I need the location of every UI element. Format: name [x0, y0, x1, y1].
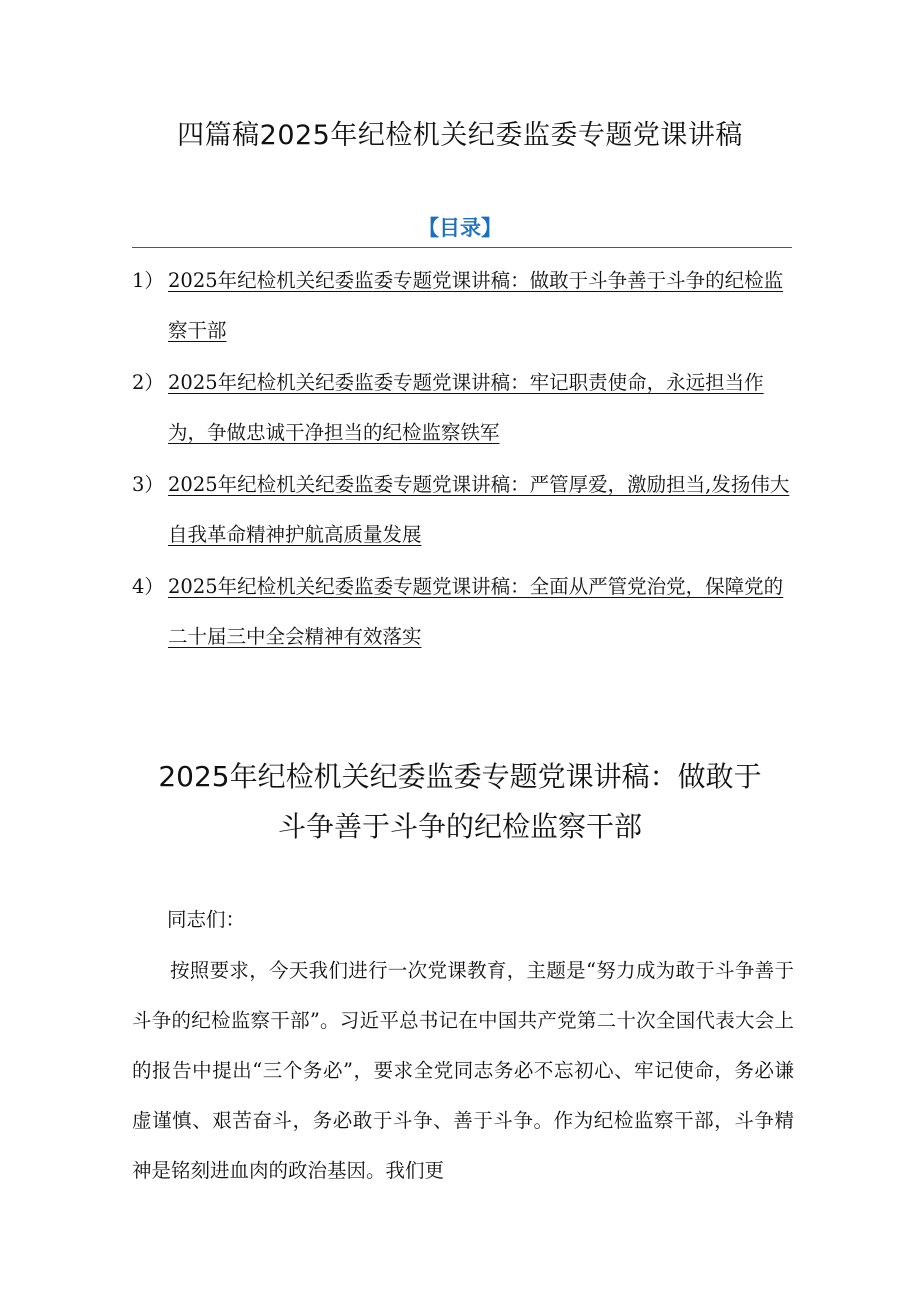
toc-item-number: 4） [132, 575, 164, 598]
toc-link-4[interactable]: 2025年纪检机关纪委监委专题党课讲稿：全面从严管党治党，保障党的二十届三中全会精神有效落实 [168, 575, 784, 648]
body-paragraph: 按照要求，今天我们进行一次党课教育，主题是“努力成为敢于斗争善于斗争的纪检监察干部”。习近平总书记在中国共产党第二十次全国代表大会上的报告中提出“三个务必”，要求全党同志务必不忘初心、牢记使命，务必谦虚谨慎、艰苦奋斗，务必敢于斗争、善于斗争。作为纪检监察干部，斗争精神是铭刻进血肉的政治基因。我们更 [132, 959, 794, 1182]
toc-link-1[interactable]: 2025年纪检机关纪委监委专题党课讲稿：做敢于斗争善于斗争的纪检监察干部 [168, 269, 784, 342]
salutation: 同志们： [167, 908, 246, 931]
toc-item-number: 3） [132, 473, 164, 496]
toc-link-3[interactable]: 2025年纪检机关纪委监委专题党课讲稿：严管厚爱，激励担当,发扬伟大自我革命精神护航高质量发展 [168, 473, 790, 546]
toc-item-3 [132, 460, 794, 560]
toc-item-2 [132, 358, 794, 458]
table-of-contents [132, 256, 794, 664]
section-title: 2025年纪检机关纪委监委专题党课讲稿：做敢于斗争善于斗争的纪检监察干部 [158, 760, 762, 843]
document-title: 四篇稿2025年纪检机关纪委监委专题党课讲稿 [177, 120, 743, 151]
toc-item-number: 2） [132, 371, 164, 394]
toc-divider [132, 247, 792, 248]
toc-item-4 [132, 562, 794, 662]
toc-link-2[interactable]: 2025年纪检机关纪委监委专题党课讲稿：牢记职责使命，永远担当作为，争做忠诚干净担当的纪检监察铁军 [168, 371, 764, 444]
toc-item-1 [132, 256, 794, 356]
toc-item-number: 1） [132, 269, 164, 292]
toc-heading: 【目录】 [418, 216, 502, 240]
